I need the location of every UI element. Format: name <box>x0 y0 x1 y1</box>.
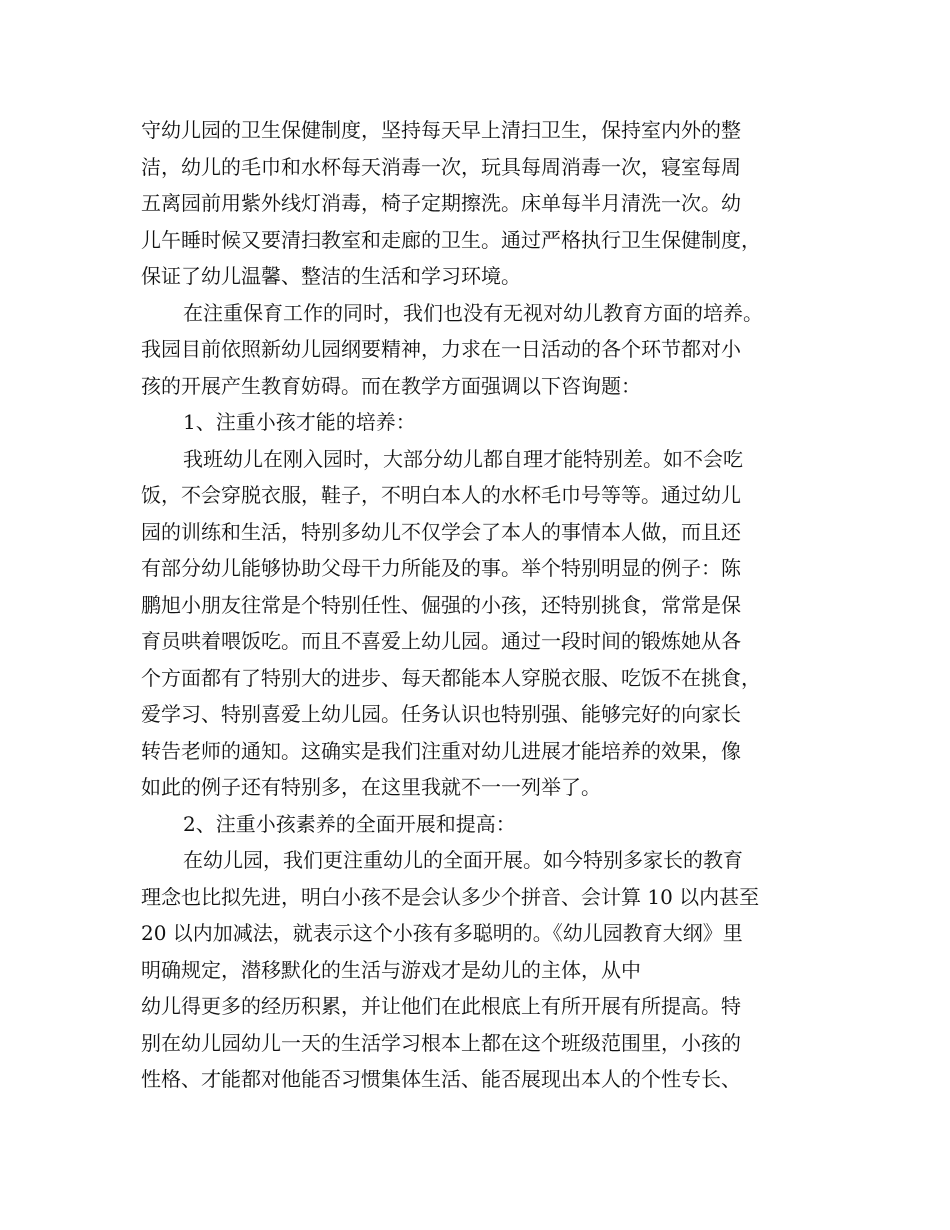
text-line: 守幼儿园的卫生保健制度，坚持每天早上清扫卫生，保持室内外的整 <box>141 118 741 142</box>
text-line: 明确规定，潜移默化的生活与游戏才是幼儿的主体，从中 <box>141 957 641 982</box>
text-line: 鹏旭小朋友往常是个特别任性、倔强的小孩，还特别挑食，常常是保 <box>141 592 741 617</box>
section-heading: 2、注重小孩素养的全面开展和提高： <box>183 811 516 836</box>
paragraph-start-line: 在幼儿园，我们更注重幼儿的全面开展。如今特别多家长的教育 <box>183 848 743 872</box>
text-line: 洁，幼儿的毛巾和水杯每天消毒一次，玩具每周消毒一次，寝室每周 <box>141 154 741 179</box>
text-line: 理念也比拟先进，明白小孩不是会认多少个拼音、会计算 10 以内甚至 <box>141 884 760 909</box>
paragraph-start-line: 在注重保育工作的同时，我们也没有无视对幼儿教育方面的培养。 <box>183 300 763 325</box>
text-line: 有部分幼儿能够协助父母干力所能及的事。举个特别明显的例子：陈 <box>141 556 741 580</box>
text-line: 五离园前用紫外线灯消毒，椅子定期擦洗。床单每半月清洗一次。幼 <box>141 191 741 215</box>
text-line: 如此的例子还有特别多，在这里我就不一一列举了。 <box>141 775 601 799</box>
section-heading: 1、注重小孩才能的培养： <box>183 410 416 434</box>
text-line: 个方面都有了特别大的进步、每天都能本人穿脱衣服、吃饭不在挑食， <box>141 665 761 690</box>
text-line: 饭，不会穿脱衣服，鞋子，不明白本人的水杯毛巾号等等。通过幼儿 <box>141 483 741 507</box>
text-line: 儿午睡时候又要清扫教室和走廊的卫生。通过严格执行卫生保健制度， <box>141 227 761 252</box>
text-line: 爱学习、特别喜爱上幼儿园。任务认识也特别强、能够完好的向家长 <box>141 702 741 726</box>
text-line: 保证了幼儿温馨、整洁的生活和学习环境。 <box>141 264 521 288</box>
text-line: 我园目前依照新幼儿园纲要精神，力求在一日活动的各个环节都对小 <box>141 337 741 361</box>
text-line: 孩的开展产生教育妨碍。而在教学方面强调以下咨询题： <box>141 373 641 398</box>
paragraph-start-line: 我班幼儿在刚入园时，大部分幼儿都自理才能特别差。如不会吃 <box>183 446 743 471</box>
text-line: 幼儿得更多的经历积累，并让他们在此根底上有所开展有所提高。特 <box>141 994 741 1018</box>
text-line: 别在幼儿园幼儿一天的生活学习根本上都在这个班级范围里，小孩的 <box>141 1030 741 1055</box>
body-text <box>141 112 821 1098</box>
text-line: 性格、才能都对他能否习惯集体生活、能否展现出本人的个性专长、 <box>141 1067 741 1091</box>
text-line: 转告老师的通知。这确实是我们注重对幼儿进展才能培养的效果，像 <box>141 738 741 763</box>
text-line: 20 以内加减法，就表示这个小孩有多聪明的。《幼儿园教育大纲》里 <box>141 921 743 945</box>
text-line: 育员哄着喂饭吃。而且不喜爱上幼儿园。通过一段时间的锻炼她从各 <box>141 629 741 653</box>
text-line: 园的训练和生活，特别多幼儿不仅学会了本人的事情本人做，而且还 <box>141 519 741 544</box>
